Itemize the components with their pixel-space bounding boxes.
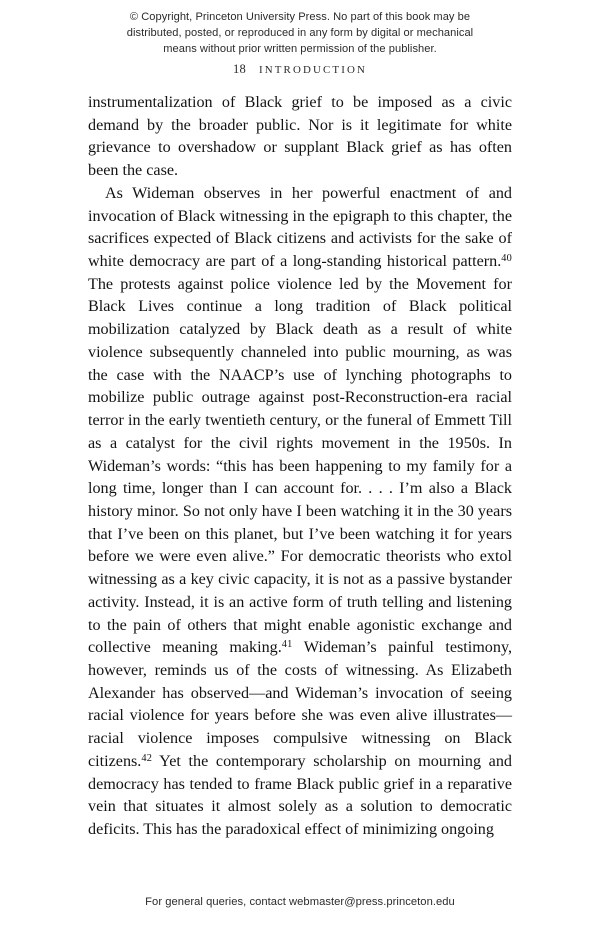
paragraph-segment-1: As Wideman observes in her powerful enactment of and invocation of Black witnessing in the epigraph to this chapter, the sacrifices expected of Black citizens and activists for the sake of white democracy are part of a long-standing historical pattern.: [88, 184, 512, 271]
page-number: 18: [232, 62, 246, 76]
copyright-line-2: distributed, posted, or reproduced in any form by digital or mechanical: [126, 27, 474, 40]
copyright-line-3: means without prior written permission of the publisher.: [163, 43, 437, 56]
footnote-marker-41[interactable]: 41: [281, 639, 293, 651]
paragraph-continued: instrumentalization of Black grief to be imposed as a civic demand by the broader public. Nor is it legitimate for white grievance to overshadow or supplant Black grief as has often been the case.: [88, 94, 512, 180]
running-head-title: INTRODUCTION: [258, 64, 368, 76]
paragraph-segment-2: The protests against police violence led by the Movement for Black Lives continue a long tradition of Black political mobilization catalyzed by Black death as a result of white violence subsequently channeled into public mourning, as was the case with the NAACP’s use of lynching photographs to mobilize public outrage against post-Reconstruction-era racial terror in the early twentieth century, or the funeral of Emmett Till as a catalyst for the civil rights movement in the 1950s. In Wideman’s words: “this has been happening to my family for a long time, longer than I can account for. . . . I’m also a Black history minor. So not only have I been watching it in the 30 years that I’ve been on this planet, but I’ve been watching it for years before we were even alive.” For democratic theorists who extol witnessing as a key civic capacity, it is not as a passive bystander activity. Instead, it is an active form of truth telling and listening to the pain of others that might enable agonistic exchange and collective meaning making.: [88, 275, 512, 657]
copyright-line-1: © Copyright, Princeton University Press. No part of this book may be: [129, 11, 471, 23]
footnote-marker-42[interactable]: 42: [141, 752, 153, 764]
paragraph-segment-4: Yet the contemporary scholarship on mourning and democracy has tended to frame Black public grief in a reparative vein that situates it almost solely as a solution to democratic deficits. This has the paradoxical effect of minimizing ongoing: [88, 752, 512, 838]
paragraph-wideman: [88, 183, 512, 842]
footer-query-note: For general queries, contact webmaster@press.princeton.edu: [145, 896, 455, 908]
copyright-notice: [0, 9, 600, 58]
body-text-column: [88, 92, 512, 842]
footnote-marker-40[interactable]: 40: [501, 253, 512, 265]
running-head: [0, 62, 600, 77]
paragraph-segment-3: Wideman’s painful testimony, however, reminds us of the costs of witnessing. As Elizabeth Alexander has observed—and Wideman’s invocation of seeing racial violence for years before she was even alive illustrates—racial violence imposes compulsive witnessing on Black citizens.: [88, 639, 512, 770]
